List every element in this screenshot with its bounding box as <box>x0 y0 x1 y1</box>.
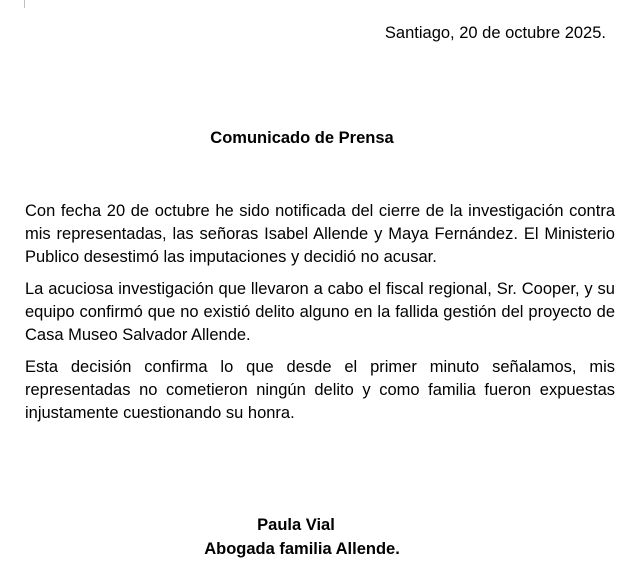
document-body <box>25 200 615 434</box>
signature-name: Paula Vial <box>257 516 335 534</box>
signature-block <box>0 513 604 561</box>
paragraph-2: La acuciosa investigación que llevaron a cabo el fiscal regional, Sr. Cooper, y su equipo confirmó que no existió delito alguno en la fallida gestión del proyecto de Casa Museo Salvador Allende. <box>25 280 615 344</box>
paragraph-1: Con fecha 20 de octubre he sido notificada del cierre de la investigación contra mis representadas, las señoras Isabel Allende y Maya Fernández. El Ministerio Publico desestimó las imputaciones y decidió no acusar. <box>25 202 615 266</box>
page-margin-marker <box>24 0 25 8</box>
date-line: Santiago, 20 de octubre 2025. <box>384 24 606 42</box>
document-title: Comunicado de Prensa <box>210 129 394 147</box>
signature-role: Abogada familia Allende. <box>204 540 400 558</box>
paragraph-3: Esta decisión confirma lo que desde el primer minuto señalamos, mis representadas no cometieron ningún delito y como familia fueron expuestas injustamente cuestionando su honra. <box>25 358 615 422</box>
